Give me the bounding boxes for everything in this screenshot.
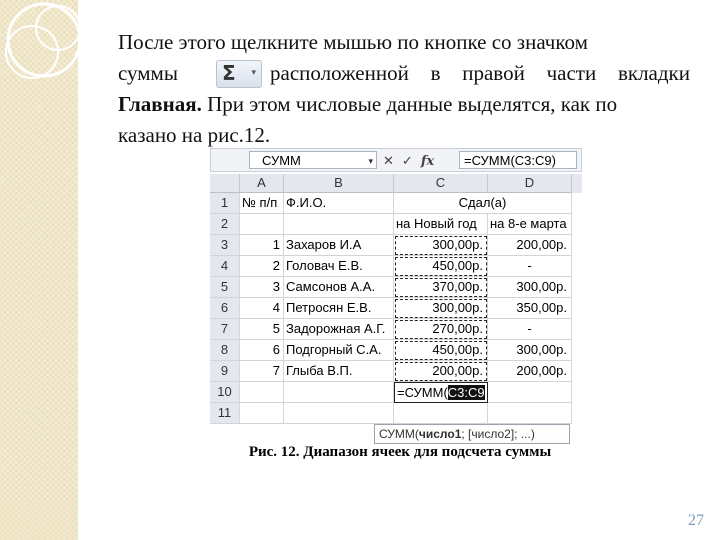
sum-icon: Σ [222,61,236,85]
cell-a9: 7 [240,361,284,382]
cell-d5: 300,00р. [488,277,572,298]
cell-c8: 450,00р. [394,340,488,361]
row-number: 9 [210,361,240,382]
autosum-button-image [216,60,262,88]
column-header-b: B [284,174,394,193]
row-number: 6 [210,298,240,319]
cell-b3: Захаров И.А [284,235,394,256]
cell-a11 [240,403,284,424]
body-text-line-3-rest: При этом числовые данные выделятся, как по [201,92,618,116]
cell-d11 [488,403,572,424]
row-number: 10 [210,382,240,403]
row-number: 7 [210,319,240,340]
cell-b7: Задорожная А.Г. [284,319,394,340]
row-number: 4 [210,256,240,277]
body-text-line-2 [118,58,690,89]
cell-b2 [284,214,394,235]
body-text-line-4: казано на рис.12. [118,123,271,147]
cell-b11 [284,403,394,424]
row-number: 8 [210,340,240,361]
table-row [210,361,582,382]
cell-c11 [394,403,488,424]
cell-b4: Головач Е.В. [284,256,394,277]
cell-c3: 300,00р. [394,235,488,256]
row-number: 5 [210,277,240,298]
row-number: 2 [210,214,240,235]
cell-a7: 5 [240,319,284,340]
enter-icon: ✓ [401,153,413,169]
column-header-d: D [488,174,572,193]
cell-d9: 200,00р. [488,361,572,382]
body-text-line-2-end: расположенной в правой части вкладки [270,61,690,85]
cell-b6: Петросян Е.В. [284,298,394,319]
function-tooltip [374,424,570,444]
chevron-down-icon: ▾ [251,68,256,78]
cell-c9: 200,00р. [394,361,488,382]
spreadsheet-screenshot [210,148,582,441]
cell-a4: 2 [240,256,284,277]
table-row [210,403,582,424]
table-row [210,298,582,319]
table-row [210,382,582,403]
body-text-line-2-start: суммы [118,61,178,85]
cell-d4: - [488,256,572,277]
cell-c4: 450,00р. [394,256,488,277]
body-text-line-1: После этого щелкните мышью по кнопке со значком [118,30,588,54]
cell-b1: Ф.И.О. [284,193,394,214]
cell-c7: 270,00р. [394,319,488,340]
name-box-value: СУММ [262,153,301,168]
cell-c1-merged: Сдал(а) [394,193,572,214]
formula-prefix: =СУММ( [397,385,448,400]
cell-a5: 3 [240,277,284,298]
cell-b9: Глыба В.П. [284,361,394,382]
cell-c2: на Новый год [394,214,488,235]
cell-b10 [284,382,394,403]
insert-function-icon: fx [420,153,435,169]
cell-a8: 6 [240,340,284,361]
cell-d8: 300,00р. [488,340,572,361]
table-row [210,256,582,277]
cell-c10-editing [394,382,488,403]
row-number: 11 [210,403,240,424]
cell-a6: 4 [240,298,284,319]
cell-a2 [240,214,284,235]
cell-a3: 1 [240,235,284,256]
formula-bar [210,148,582,172]
tooltip-function: СУММ( [379,427,419,441]
decorative-bottom-strip [0,500,78,540]
cell-c6: 300,00р. [394,298,488,319]
cell-grid [210,174,582,441]
figure-caption [0,444,720,461]
cell-d10 [488,382,572,403]
table-row [210,235,582,256]
cell-b8: Подгорный С.А. [284,340,394,361]
data-rows [210,235,582,382]
tooltip-arg-current: число1 [418,427,462,441]
chevron-down-icon: ▾ [368,156,373,166]
page-number: 27 [688,512,704,529]
cell-d7: - [488,319,572,340]
table-row [210,193,582,214]
row-number: 3 [210,235,240,256]
table-row [210,214,582,235]
table-row [210,319,582,340]
column-header-c: C [394,174,488,193]
home-tab-name: Главная. [118,92,202,116]
cell-c5: 370,00р. [394,277,488,298]
cancel-icon: ✕ [383,153,394,169]
formula-input: =СУММ(C3:C9) [459,151,577,169]
cell-d6: 350,00р. [488,298,572,319]
formula-range-highlight: C3:C9 [447,385,485,400]
figure-caption-text: Рис. 12. Диапазон ячеек для подсчета суммы [248,444,552,460]
name-box [249,151,377,169]
formula-bar-icons [377,152,465,170]
table-row [210,340,582,361]
select-all-corner [210,174,240,193]
cell-a10 [240,382,284,403]
row-number: 1 [210,193,240,214]
body-text-line-3 [118,89,690,120]
tooltip-args-rest: ; [число2]; ...) [461,427,535,441]
cell-a1: № п/п [240,193,284,214]
column-headers [210,174,582,193]
cell-d3: 200,00р. [488,235,572,256]
cell-d2: на 8-е марта [488,214,572,235]
cell-b5: Самсонов А.А. [284,277,394,298]
column-header-a: A [240,174,284,193]
table-row [210,277,582,298]
